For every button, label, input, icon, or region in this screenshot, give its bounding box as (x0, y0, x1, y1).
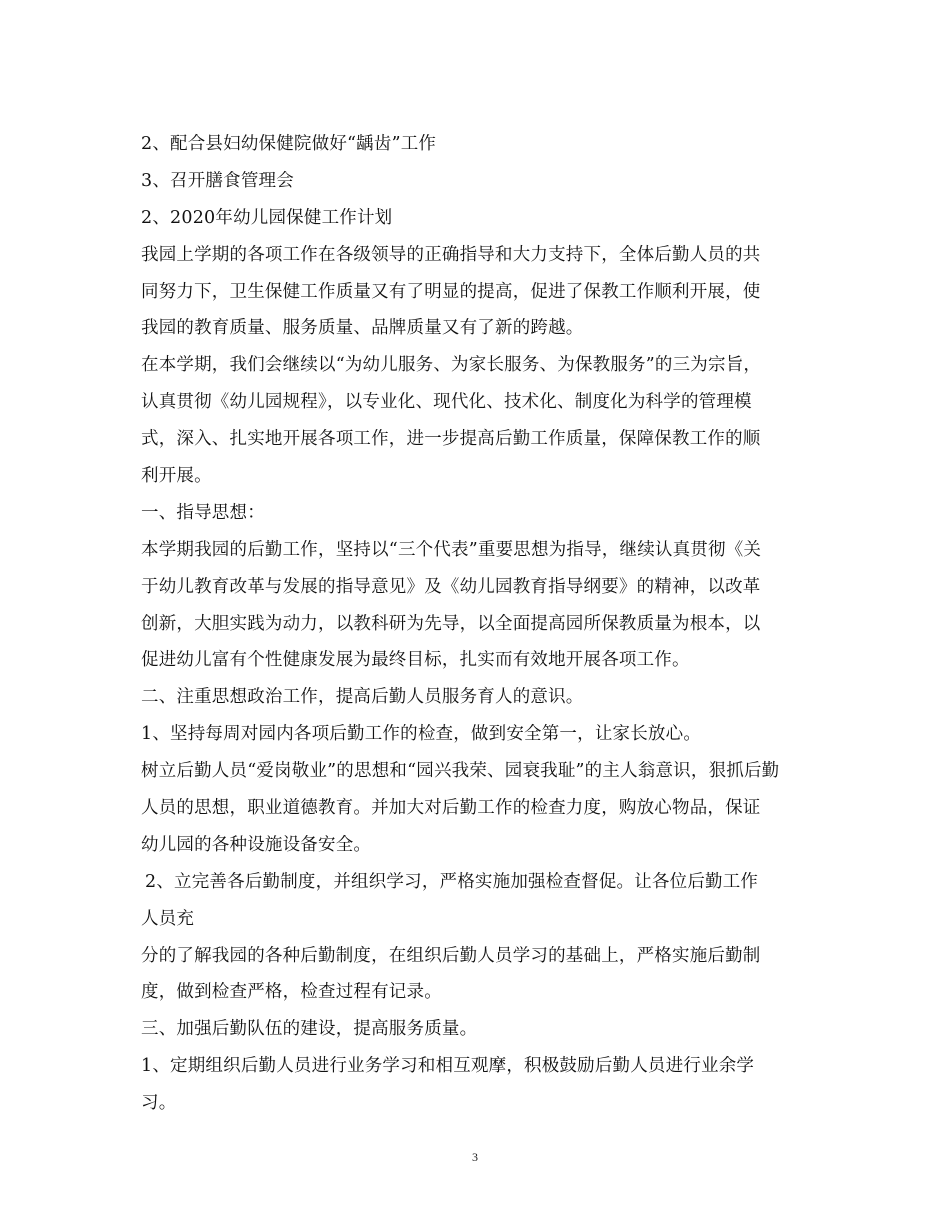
document-body (141, 126, 821, 1122)
text-line: 利开展。 (141, 466, 212, 487)
section-heading: 一、指导思想： (141, 502, 265, 523)
text-line: 分的了解我园的各种后勤制度，在组织后勤人员学习的基础上，严格实施后勤制 (141, 945, 761, 966)
text-line: 本学期我园的后勤工作，坚持以“三个代表”重要思想为指导，继续认真贯彻《关 (141, 539, 762, 560)
text-line: 2、立完善各后勤制度，并组织学习，严格实施加强检查督促。让各位后勤工作 (145, 871, 759, 892)
text-line: 习。 (141, 1093, 177, 1114)
text-line: 人员充 (141, 908, 195, 929)
text-line: 2、2020年幼儿园保健工作计划 (141, 207, 393, 228)
text-line: 在本学期，我们会继续以“为幼儿服务、为家长服务、为保教服务”的三为宗旨， (141, 355, 762, 376)
text-line: 促进幼儿富有个性健康发展为最终目标，扎实而有效地开展各项工作。 (141, 650, 690, 671)
text-line: 于幼儿教育改革与发展的指导意见》及《幼儿园教育指导纲要》的精神，以改革 (141, 576, 761, 597)
section-heading: 三、加强后勤队伍的建设，提高服务质量。 (141, 1019, 478, 1040)
text-line: 认真贯彻《幼儿园规程》，以专业化、现代化、技术化、制度化为科学的管理模 (141, 392, 752, 413)
text-line: 式，深入、扎实地开展各项工作，进一步提高后勤工作质量，保障保教工作的顺 (141, 429, 761, 450)
text-line: 3、召开膳食管理会 (141, 170, 294, 191)
text-line: 度，做到检查严格，检查过程有记录。 (141, 982, 442, 1003)
section-heading: 二、注重思想政治工作，提高后勤人员服务育人的意识。 (141, 687, 584, 708)
text-line: 1、坚持每周对园内各项后勤工作的检查，做到安全第一，让家长放心。 (141, 724, 702, 745)
text-line: 人员的思想，职业道德教育。并加大对后勤工作的检查力度，购放心物品，保证 (141, 798, 761, 819)
text-line: 我园的教育质量、服务质量、品牌质量又有了新的跨越。 (141, 318, 584, 339)
text-line: 2、配合县妇幼保健院做好“龋齿”工作 (141, 134, 437, 154)
text-line: 幼儿园的各种设施设备安全。 (141, 834, 372, 855)
text-line: 创新，大胆实践为动力，以教科研为先导，以全面提高园所保教质量为根本，以 (141, 613, 761, 634)
text-line: 1、定期组织后勤人员进行业务学习和相互观摩，积极鼓励后勤人员进行业余学 (141, 1056, 755, 1077)
text-line: 同努力下，卫生保健工作质量又有了明显的提高，促进了保教工作顺利开展，使 (141, 281, 761, 302)
page-number: 3 (472, 1150, 478, 1164)
text-line: 树立后勤人员“爱岗敬业”的思想和“园兴我荣、园衰我耻”的主人翁意识，狠抓后勤 (141, 761, 780, 782)
text-line: 我园上学期的各项工作在各级领导的正确指导和大力支持下，全体后勤人员的共 (141, 244, 761, 265)
